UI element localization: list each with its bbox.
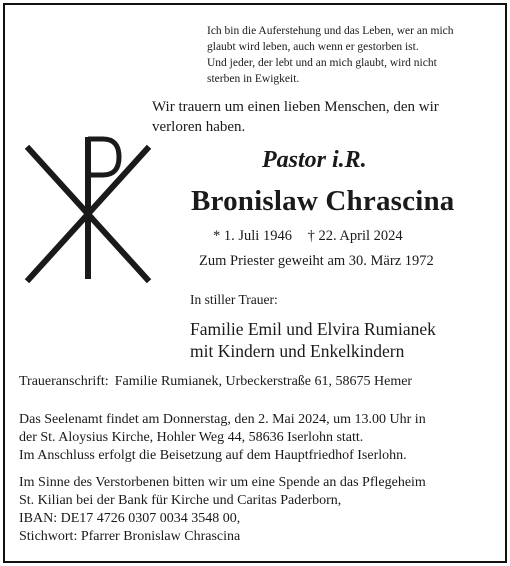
mourners-names (190, 318, 436, 362)
mourning-line: verloren haben. (152, 119, 246, 135)
quote-line: sterben in Ewigkeit. (207, 73, 300, 85)
quote-line: Und jeder, der lebt und an mich glaubt, wird nicht (207, 57, 437, 69)
mourning-line: Wir trauern um einen lieben Menschen, den wir (152, 99, 439, 115)
deceased-name: Bronislaw Chrascina (191, 185, 455, 217)
donation-info (19, 474, 426, 546)
death-date: † 22. April 2024 (307, 228, 403, 244)
mourning-address (19, 374, 412, 390)
requiem-line: Im Anschluss erfolgt die Beisetzung auf dem Hauptfriedhof Iserlohn. (19, 448, 407, 463)
donation-line: Stichwort: Pfarrer Bronislaw Chrascina (19, 529, 241, 544)
requiem-line: Das Seelenamt findet am Donnerstag, den 2. Mai 2024, um 13.00 Uhr in (19, 412, 426, 427)
birth-date: * 1. Juli 1946 (213, 228, 292, 244)
life-dates (213, 228, 415, 245)
quote-line: glaubt wird leben, auch wenn er gestorben ist. (207, 41, 419, 53)
donation-line: IBAN: DE17 4726 0307 0034 3548 00, (19, 511, 241, 526)
address-label: Traueranschrift: (19, 374, 109, 389)
address-value: Familie Rumianek, Urbeckerstraße 61, 58675 Hemer (114, 374, 413, 389)
requiem-line: der St. Aloysius Kirche, Hohler Weg 44, 58636 Iserlohn statt. (19, 430, 364, 445)
scripture-quote (207, 23, 454, 87)
mourners-intro: In stiller Trauer: (190, 292, 278, 307)
chi-rho-icon (23, 133, 153, 283)
obituary-notice (3, 3, 507, 563)
requiem-info (19, 411, 426, 465)
donation-line: St. Kilian bei der Bank für Kirche und Caritas Paderborn, (19, 493, 342, 508)
quote-line: Ich bin die Auferstehung und das Leben, wer an mich (207, 25, 454, 37)
ordination-date: Zum Priester geweiht am 30. März 1972 (199, 253, 434, 269)
mourner-line: Familie Emil und Elvira Rumianek (190, 319, 436, 339)
deceased-title: Pastor i.R. (262, 147, 367, 173)
mourner-line: mit Kindern und Enkelkindern (190, 341, 405, 361)
donation-line: Im Sinne des Verstorbenen bitten wir um eine Spende an das Pflegeheim (19, 475, 426, 490)
mourning-statement (152, 97, 439, 137)
